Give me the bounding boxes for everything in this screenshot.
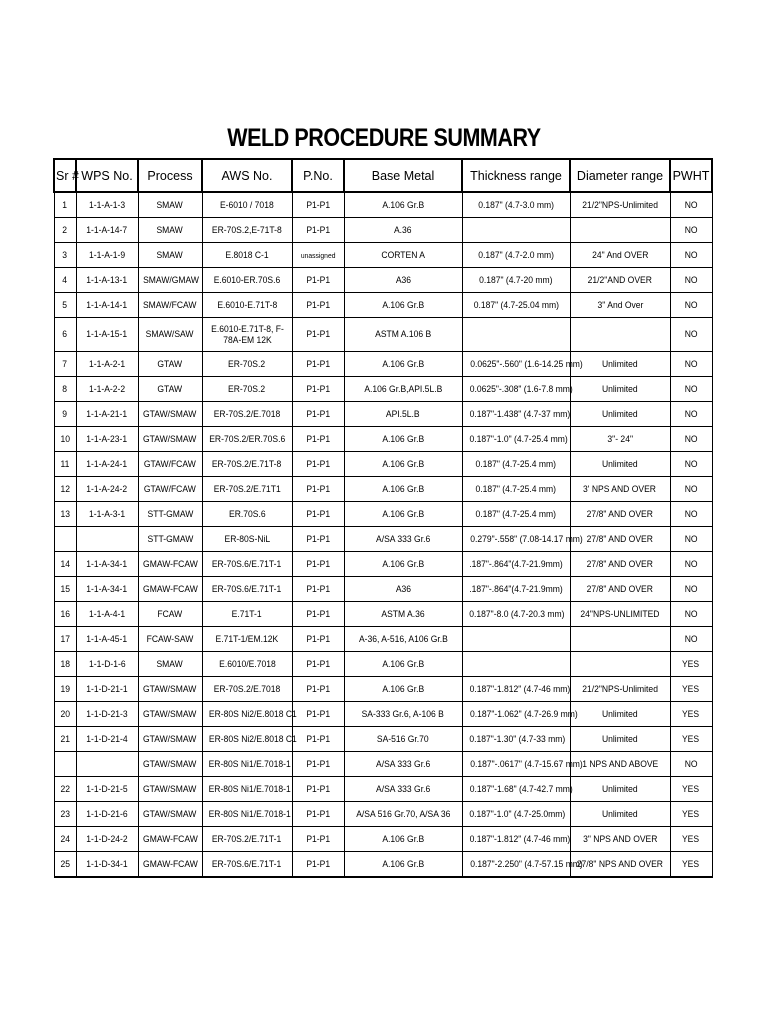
cell-base-metal: A.36 [344,218,462,243]
cell-process: FCAW [138,602,202,627]
cell-aws-no: ER.70S.6 [202,502,292,527]
cell-aws-no: ER-70S.2/E.71T-1 [202,827,292,852]
cell-base-metal: A.106 Gr.B [344,677,462,702]
header-base-metal: Base Metal [344,159,462,192]
cell-wps-no: 1-1-A-24-1 [76,452,138,477]
cell-sr: 5 [54,293,76,318]
cell-base-metal: A-36, A-516, A106 Gr.B [344,627,462,652]
cell-pwht: NO [670,352,712,377]
cell-aws-no: ER-80S Ni1/E.7018-1 [202,752,292,777]
cell-sr: 20 [54,702,76,727]
cell-base-metal: A.106 Gr.B [344,293,462,318]
cell-sr: 9 [54,402,76,427]
cell-thickness-range: 0.187"-1.68" (4.7-42.7 mm) [462,777,570,802]
cell-wps-no [76,527,138,552]
cell-wps-no: 1-1-A-4-1 [76,602,138,627]
cell-p-no: P1-P1 [292,777,344,802]
table-row [54,293,712,318]
table-row [54,268,712,293]
table-row [54,318,712,352]
cell-process: SMAW/SAW [138,318,202,352]
cell-aws-no: E.6010/E.7018 [202,652,292,677]
cell-sr: 22 [54,777,76,802]
cell-pwht: NO [670,243,712,268]
cell-p-no: P1-P1 [292,652,344,677]
cell-diameter-range: Unlimited [570,777,670,802]
cell-pwht: NO [670,527,712,552]
cell-sr: 24 [54,827,76,852]
cell-diameter-range: 3" NPS AND OVER [570,827,670,852]
cell-base-metal: SA-333 Gr.6, A-106 B [344,702,462,727]
table-row [54,427,712,452]
cell-base-metal: SA-516 Gr.70 [344,727,462,752]
cell-base-metal: CORTEN A [344,243,462,268]
cell-p-no: unassigned [292,243,344,268]
cell-wps-no: 1-1-D-21-4 [76,727,138,752]
cell-pwht: YES [670,677,712,702]
table-row [54,527,712,552]
table-row [54,727,712,752]
cell-base-metal: ASTM A.36 [344,602,462,627]
header-p-no: P.No. [292,159,344,192]
cell-base-metal: A.106 Gr.B [344,552,462,577]
cell-sr: 21 [54,727,76,752]
cell-base-metal: A.106 Gr.B [344,652,462,677]
cell-pwht: YES [670,802,712,827]
cell-thickness-range: 0.187"-1.30" (4.7-33 mm) [462,727,570,752]
cell-aws-no: ER-70S.6/E.71T-1 [202,852,292,878]
cell-pwht: NO [670,752,712,777]
cell-base-metal: A.106 Gr.B [344,452,462,477]
table-row [54,702,712,727]
cell-aws-no: ER-70S.2/E.71T1 [202,477,292,502]
cell-aws-no: ER-80S Ni2/E.8018 C1 [202,727,292,752]
cell-process: GMAW-FCAW [138,552,202,577]
cell-wps-no: 1-1-A-21-1 [76,402,138,427]
cell-diameter-range: 21/2"AND OVER [570,268,670,293]
cell-diameter-range: 21/2"NPS-Unlimited [570,192,670,218]
cell-sr: 15 [54,577,76,602]
cell-diameter-range: 21/2"NPS-Unlimited [570,677,670,702]
cell-process: STT-GMAW [138,527,202,552]
cell-wps-no [76,752,138,777]
cell-pwht: YES [670,727,712,752]
header-sr: Sr # [54,159,76,192]
cell-aws-no: E.6010-E.71T-8, F-78A-EM 12K [202,318,292,352]
cell-base-metal: A36 [344,577,462,602]
cell-wps-no: 1-1-A-34-1 [76,552,138,577]
cell-diameter-range: Unlimited [570,702,670,727]
cell-p-no: P1-P1 [292,727,344,752]
cell-wps-no: 1-1-A-2-1 [76,352,138,377]
cell-wps-no: 1-1-A-15-1 [76,318,138,352]
cell-wps-no: 1-1-A-14-7 [76,218,138,243]
cell-thickness-range: 0.187"-.0617" (4.7-15.67 mm) [462,752,570,777]
table-row [54,452,712,477]
cell-aws-no: ER-70S.6/E.71T-1 [202,577,292,602]
cell-p-no: P1-P1 [292,702,344,727]
cell-process: GTAW [138,352,202,377]
cell-p-no: P1-P1 [292,677,344,702]
weld-procedure-table [53,158,713,878]
cell-sr [54,752,76,777]
cell-thickness-range: 0.187" (4.7-25.4 mm) [462,502,570,527]
table-row [54,677,712,702]
cell-thickness-range: 0.187" (4.7-25.4 mm) [462,477,570,502]
table-row [54,852,712,878]
cell-diameter-range: 24"NPS-UNLIMITED [570,602,670,627]
cell-p-no: P1-P1 [292,427,344,452]
cell-pwht: NO [670,552,712,577]
cell-pwht: NO [670,268,712,293]
cell-aws-no: E.71T-1 [202,602,292,627]
table-row [54,652,712,677]
cell-thickness-range: 0.187"-2.250" (4.7-57.15 mm) [462,852,570,878]
cell-process: GTAW/SMAW [138,727,202,752]
table-row [54,777,712,802]
cell-wps-no: 1-1-A-23-1 [76,427,138,452]
cell-diameter-range: 24" And OVER [570,243,670,268]
cell-process: SMAW [138,243,202,268]
table-body [54,192,712,877]
cell-p-no: P1-P1 [292,377,344,402]
cell-base-metal: A.106 Gr.B [344,352,462,377]
cell-pwht: NO [670,627,712,652]
cell-sr: 4 [54,268,76,293]
cell-pwht: NO [670,502,712,527]
cell-base-metal: A.106 Gr.B [344,502,462,527]
cell-wps-no: 1-1-A-1-3 [76,192,138,218]
cell-diameter-range [570,318,670,352]
cell-pwht: NO [670,402,712,427]
cell-process: GTAW/SMAW [138,427,202,452]
cell-diameter-range: Unlimited [570,452,670,477]
cell-process: SMAW [138,192,202,218]
cell-pwht: NO [670,427,712,452]
cell-diameter-range: 3' NPS AND OVER [570,477,670,502]
header-diameter-range: Diameter range [570,159,670,192]
cell-wps-no: 1-1-D-21-3 [76,702,138,727]
cell-thickness-range: 0.187"-1.812" (4.7-46 mm) [462,827,570,852]
cell-sr: 14 [54,552,76,577]
cell-thickness-range: 0.187"-8.0 (4.7-20.3 mm) [462,602,570,627]
cell-p-no: P1-P1 [292,268,344,293]
cell-thickness-range [462,318,570,352]
cell-sr: 10 [54,427,76,452]
page-title: WELD PROCEDURE SUMMARY [227,124,541,152]
cell-process: SMAW [138,218,202,243]
cell-thickness-range [462,652,570,677]
cell-sr: 1 [54,192,76,218]
cell-p-no: P1-P1 [292,402,344,427]
cell-wps-no: 1-1-A-1-9 [76,243,138,268]
cell-base-metal: A.106 Gr.B [344,427,462,452]
cell-sr: 11 [54,452,76,477]
cell-pwht: NO [670,192,712,218]
cell-process: GTAW/SMAW [138,752,202,777]
cell-thickness-range: 0.187" (4.7-3.0 mm) [462,192,570,218]
cell-thickness-range: 0.187" (4.7-25.04 mm) [462,293,570,318]
cell-diameter-range: Unlimited [570,802,670,827]
table-header-row [54,159,712,192]
cell-diameter-range: 27/8" NPS AND OVER [570,852,670,878]
table-row [54,602,712,627]
cell-wps-no: 1-1-A-24-2 [76,477,138,502]
cell-thickness-range [462,627,570,652]
cell-diameter-range: 27/8" AND OVER [570,552,670,577]
cell-aws-no: ER-70S.6/E.71T-1 [202,552,292,577]
cell-sr: 18 [54,652,76,677]
cell-base-metal: A/SA 516 Gr.70, A/SA 36 [344,802,462,827]
cell-sr: 8 [54,377,76,402]
cell-base-metal: A.106 Gr.B [344,827,462,852]
cell-p-no: P1-P1 [292,218,344,243]
cell-sr: 13 [54,502,76,527]
cell-pwht: YES [670,777,712,802]
cell-p-no: P1-P1 [292,477,344,502]
header-process: Process [138,159,202,192]
cell-diameter-range: 3"- 24" [570,427,670,452]
cell-pwht: YES [670,652,712,677]
cell-aws-no: E.71T-1/EM.12K [202,627,292,652]
cell-wps-no: 1-1-D-1-6 [76,652,138,677]
cell-base-metal: A/SA 333 Gr.6 [344,777,462,802]
cell-wps-no: 1-1-A-13-1 [76,268,138,293]
cell-wps-no: 1-1-D-21-1 [76,677,138,702]
cell-pwht: YES [670,852,712,878]
cell-wps-no: 1-1-A-2-2 [76,377,138,402]
table-row [54,502,712,527]
cell-thickness-range: 0.187"-1.812" (4.7-46 mm) [462,677,570,702]
cell-aws-no: ER-70S.2/E.7018 [202,677,292,702]
cell-p-no: P1-P1 [292,802,344,827]
cell-aws-no: ER-70S.2/E.71T-8 [202,452,292,477]
table-row [54,218,712,243]
cell-aws-no: ER-70S.2/E.7018 [202,402,292,427]
cell-pwht: NO [670,293,712,318]
cell-process: SMAW/GMAW [138,268,202,293]
cell-sr: 25 [54,852,76,878]
cell-diameter-range: Unlimited [570,727,670,752]
cell-diameter-range [570,652,670,677]
cell-sr: 19 [54,677,76,702]
cell-diameter-range: 27/8" AND OVER [570,527,670,552]
cell-process: GTAW/SMAW [138,677,202,702]
cell-aws-no: ER-80S Ni2/E.8018 C1 [202,702,292,727]
cell-aws-no: ER-70S.2 [202,377,292,402]
cell-base-metal: A.106 Gr.B [344,852,462,878]
cell-process: GTAW/SMAW [138,402,202,427]
cell-diameter-range: 27/8" AND OVER [570,502,670,527]
cell-p-no: P1-P1 [292,852,344,878]
cell-base-metal: ASTM A.106 B [344,318,462,352]
cell-wps-no: 1-1-A-45-1 [76,627,138,652]
cell-process: GMAW-FCAW [138,577,202,602]
cell-thickness-range: 0.0625"-.560" (1.6-14.25 mm) [462,352,570,377]
cell-pwht: NO [670,452,712,477]
table-row [54,377,712,402]
table-row [54,402,712,427]
cell-sr: 6 [54,318,76,352]
cell-process: GMAW-FCAW [138,852,202,878]
table-row [54,577,712,602]
cell-base-metal: A.106 Gr.B [344,192,462,218]
header-wps-no: WPS No. [76,159,138,192]
cell-aws-no: E-6010 / 7018 [202,192,292,218]
cell-p-no: P1-P1 [292,827,344,852]
cell-sr: 23 [54,802,76,827]
header-thickness-range: Thickness range [462,159,570,192]
cell-wps-no: 1-1-A-14-1 [76,293,138,318]
cell-pwht: NO [670,377,712,402]
cell-thickness-range: 0.187"-1.438" (4.7-37 mm) [462,402,570,427]
cell-p-no: P1-P1 [292,318,344,352]
cell-thickness-range: .187"-.864"(4.7-21.9mm) [462,552,570,577]
cell-diameter-range: Unlimited [570,352,670,377]
cell-diameter-range: 1 NPS AND ABOVE [570,752,670,777]
table-row [54,627,712,652]
cell-diameter-range [570,218,670,243]
cell-thickness-range: 0.187" (4.7-25.4 mm) [462,452,570,477]
cell-p-no: P1-P1 [292,527,344,552]
cell-sr: 2 [54,218,76,243]
cell-pwht: NO [670,318,712,352]
cell-diameter-range: 3" And Over [570,293,670,318]
cell-wps-no: 1-1-D-21-5 [76,777,138,802]
table-row [54,552,712,577]
cell-p-no: P1-P1 [292,502,344,527]
cell-process: SMAW [138,652,202,677]
cell-pwht: YES [670,702,712,727]
cell-aws-no: ER-80S Ni1/E.7018-1 [202,777,292,802]
cell-wps-no: 1-1-D-24-2 [76,827,138,852]
cell-wps-no: 1-1-A-3-1 [76,502,138,527]
cell-sr: 16 [54,602,76,627]
header-pwht: PWHT [670,159,712,192]
table-row [54,827,712,852]
cell-p-no: P1-P1 [292,452,344,477]
header-aws-no: AWS No. [202,159,292,192]
cell-process: GMAW-FCAW [138,827,202,852]
cell-aws-no: E.6010-E.71T-8 [202,293,292,318]
table-row [54,802,712,827]
cell-pwht: NO [670,577,712,602]
cell-base-metal: A/SA 333 Gr.6 [344,752,462,777]
cell-p-no: P1-P1 [292,552,344,577]
cell-diameter-range [570,627,670,652]
cell-thickness-range: 0.187"-1.0" (4.7-25.4 mm) [462,427,570,452]
cell-sr: 7 [54,352,76,377]
cell-p-no: P1-P1 [292,577,344,602]
table-row [54,243,712,268]
cell-thickness-range [462,218,570,243]
cell-p-no: P1-P1 [292,192,344,218]
cell-aws-no: ER-70S.2,E-71T-8 [202,218,292,243]
cell-pwht: NO [670,218,712,243]
table-row [54,352,712,377]
cell-thickness-range: 0.187"-1.0" (4.7-25.0mm) [462,802,570,827]
cell-p-no: P1-P1 [292,752,344,777]
cell-p-no: P1-P1 [292,293,344,318]
cell-pwht: YES [670,827,712,852]
cell-diameter-range: 27/8" AND OVER [570,577,670,602]
cell-p-no: P1-P1 [292,602,344,627]
cell-wps-no: 1-1-D-21-6 [76,802,138,827]
cell-aws-no: ER-80S Ni1/E.7018-1 [202,802,292,827]
cell-sr: 3 [54,243,76,268]
cell-sr: 12 [54,477,76,502]
table-row [54,477,712,502]
cell-aws-no: ER-70S.2/ER.70S.6 [202,427,292,452]
cell-thickness-range: 0.187"-1.062" (4.7-26.9 mm) [462,702,570,727]
cell-thickness-range: 0.187" (4.7-2.0 mm) [462,243,570,268]
cell-wps-no: 1-1-D-34-1 [76,852,138,878]
cell-thickness-range: 0.0625"-.308" (1.6-7.8 mm) [462,377,570,402]
cell-process: GTAW/SMAW [138,777,202,802]
cell-process: SMAW/FCAW [138,293,202,318]
cell-base-metal: A.106 Gr.B [344,477,462,502]
cell-process: GTAW/FCAW [138,452,202,477]
table-row [54,752,712,777]
cell-process: GTAW/SMAW [138,702,202,727]
cell-process: GTAW/SMAW [138,802,202,827]
cell-process: GTAW/FCAW [138,477,202,502]
cell-diameter-range: Unlimited [570,377,670,402]
cell-base-metal: A/SA 333 Gr.6 [344,527,462,552]
cell-thickness-range: 0.187" (4.7-20 mm) [462,268,570,293]
cell-thickness-range: .187"-.864"(4.7-21.9mm) [462,577,570,602]
cell-pwht: NO [670,602,712,627]
cell-thickness-range: 0.279"-.558" (7.08-14.17 mm) [462,527,570,552]
cell-p-no: P1-P1 [292,627,344,652]
cell-process: FCAW-SAW [138,627,202,652]
cell-diameter-range: Unlimited [570,402,670,427]
cell-aws-no: E.8018 C-1 [202,243,292,268]
cell-aws-no: E.6010-ER.70S.6 [202,268,292,293]
cell-base-metal: A.106 Gr.B,API.5L.B [344,377,462,402]
cell-p-no: P1-P1 [292,352,344,377]
cell-wps-no: 1-1-A-34-1 [76,577,138,602]
cell-pwht: NO [670,477,712,502]
cell-base-metal: A36 [344,268,462,293]
table-row [54,192,712,218]
cell-process: STT-GMAW [138,502,202,527]
cell-sr: 17 [54,627,76,652]
cell-sr [54,527,76,552]
cell-aws-no: ER-80S-NiL [202,527,292,552]
cell-process: GTAW [138,377,202,402]
cell-aws-no: ER-70S.2 [202,352,292,377]
cell-base-metal: API.5L.B [344,402,462,427]
